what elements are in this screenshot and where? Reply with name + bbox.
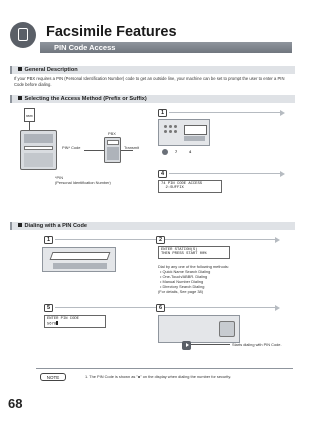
section-header-general [10, 66, 295, 74]
general-description-text: If your PBX requires a PIN (Personal Identification Number) code to get an outside line, your machine can be set to prompt the user to enter a PIN Code before dialing. [14, 76, 285, 87]
lcd-line-1: 74 PIN CODE ACCESS [161, 181, 203, 186]
start-button-icon [182, 341, 191, 350]
control-panel-illustration [158, 119, 210, 146]
transmit-label: Transmit [124, 145, 139, 150]
square-bullet-icon [18, 96, 22, 100]
section-title-dialing: Dialing with a PIN Code [24, 223, 87, 229]
dial-methods-intro: Dial by any one of the following methods: [158, 264, 229, 269]
note-divider [36, 368, 293, 369]
step-key-7: 7 [175, 149, 178, 154]
pin-code-label: PIN* Code [62, 145, 81, 150]
section-header-selecting [10, 95, 295, 103]
step-arrow [55, 307, 275, 308]
step-key-4: 4 [189, 149, 192, 154]
arrow-right-icon [275, 237, 280, 243]
document-number: 8888 [26, 114, 33, 118]
step-arrow [55, 239, 275, 240]
page-title: Facsimile Features [46, 24, 177, 40]
lcd-line-2: THEN PRESS START 00% [161, 252, 207, 257]
arrow-right-icon [280, 110, 285, 116]
lcd-display-pin-access [158, 180, 222, 193]
dial-method-item: • Quick Name Search Dialing [160, 269, 211, 274]
step-badge-1: 1 [44, 236, 53, 244]
pin-line [84, 150, 104, 151]
section-title-selecting: Selecting the Access Method (Prefix or Suffix) [24, 96, 147, 102]
start-caption-leader [191, 344, 230, 345]
pin-footnote-line1: *PIN [55, 175, 63, 180]
note-badge: NOTE [40, 373, 66, 381]
pbx-label: PBX [108, 131, 116, 136]
subtitle-bar [40, 42, 292, 53]
arrow-right-icon [275, 305, 280, 311]
page-number: 68 [8, 396, 23, 411]
dial-method-item: • Directory Search Dialing [160, 284, 205, 289]
section-title-general: General Description [24, 67, 78, 73]
start-key-panel [158, 315, 240, 343]
section-header-dialing [10, 222, 295, 230]
dial-methods-ref: (For details, See page 38) [158, 289, 203, 294]
lcd-display-enter-station [158, 246, 230, 259]
pin-mask-cursor [56, 321, 58, 325]
step-arrow [169, 173, 281, 174]
function-key-icon [162, 149, 168, 155]
document-arrow [29, 122, 30, 130]
step-badge-6: 6 [156, 304, 165, 312]
dial-method-item: • One-Touch/ABBR. Dialing [160, 274, 208, 279]
note-text: 1. The PIN Code is shown as "∎" on the display when dialing the number for security. [85, 374, 232, 379]
square-bullet-icon [18, 67, 22, 71]
lcd-line-2: 5678 [47, 322, 57, 327]
lcd-line-2: 2:SUFFIX [161, 186, 184, 191]
lcd-line-1: ENTER PIN CODE [47, 316, 79, 321]
fax-machine-illustration [20, 130, 57, 170]
dial-method-item: • Manual Number Dialing [160, 279, 204, 284]
arrow-right-icon [280, 171, 285, 177]
lcd-line-1: ENTER STATION(S) [161, 247, 198, 252]
lcd-display-enter-pin [44, 315, 106, 328]
step-badge-2: 2 [156, 236, 165, 244]
page-subtitle: PIN Code Access [54, 43, 116, 52]
square-bullet-icon [18, 223, 22, 227]
pbx-illustration [104, 137, 121, 163]
fax-feature-icon [10, 22, 36, 48]
document-icon [24, 108, 35, 122]
step-badge-1: 1 [158, 109, 167, 117]
start-dialing-caption: Starts dialing with PIN Code. [232, 342, 282, 347]
step-arrow [169, 112, 281, 113]
step-badge-4: 4 [158, 170, 167, 178]
step-badge-5: 5 [44, 304, 53, 312]
document-feeder-illustration [42, 247, 116, 272]
transmit-line [121, 150, 133, 151]
pin-footnote-line2: (Personal Identification Number) [55, 180, 111, 185]
